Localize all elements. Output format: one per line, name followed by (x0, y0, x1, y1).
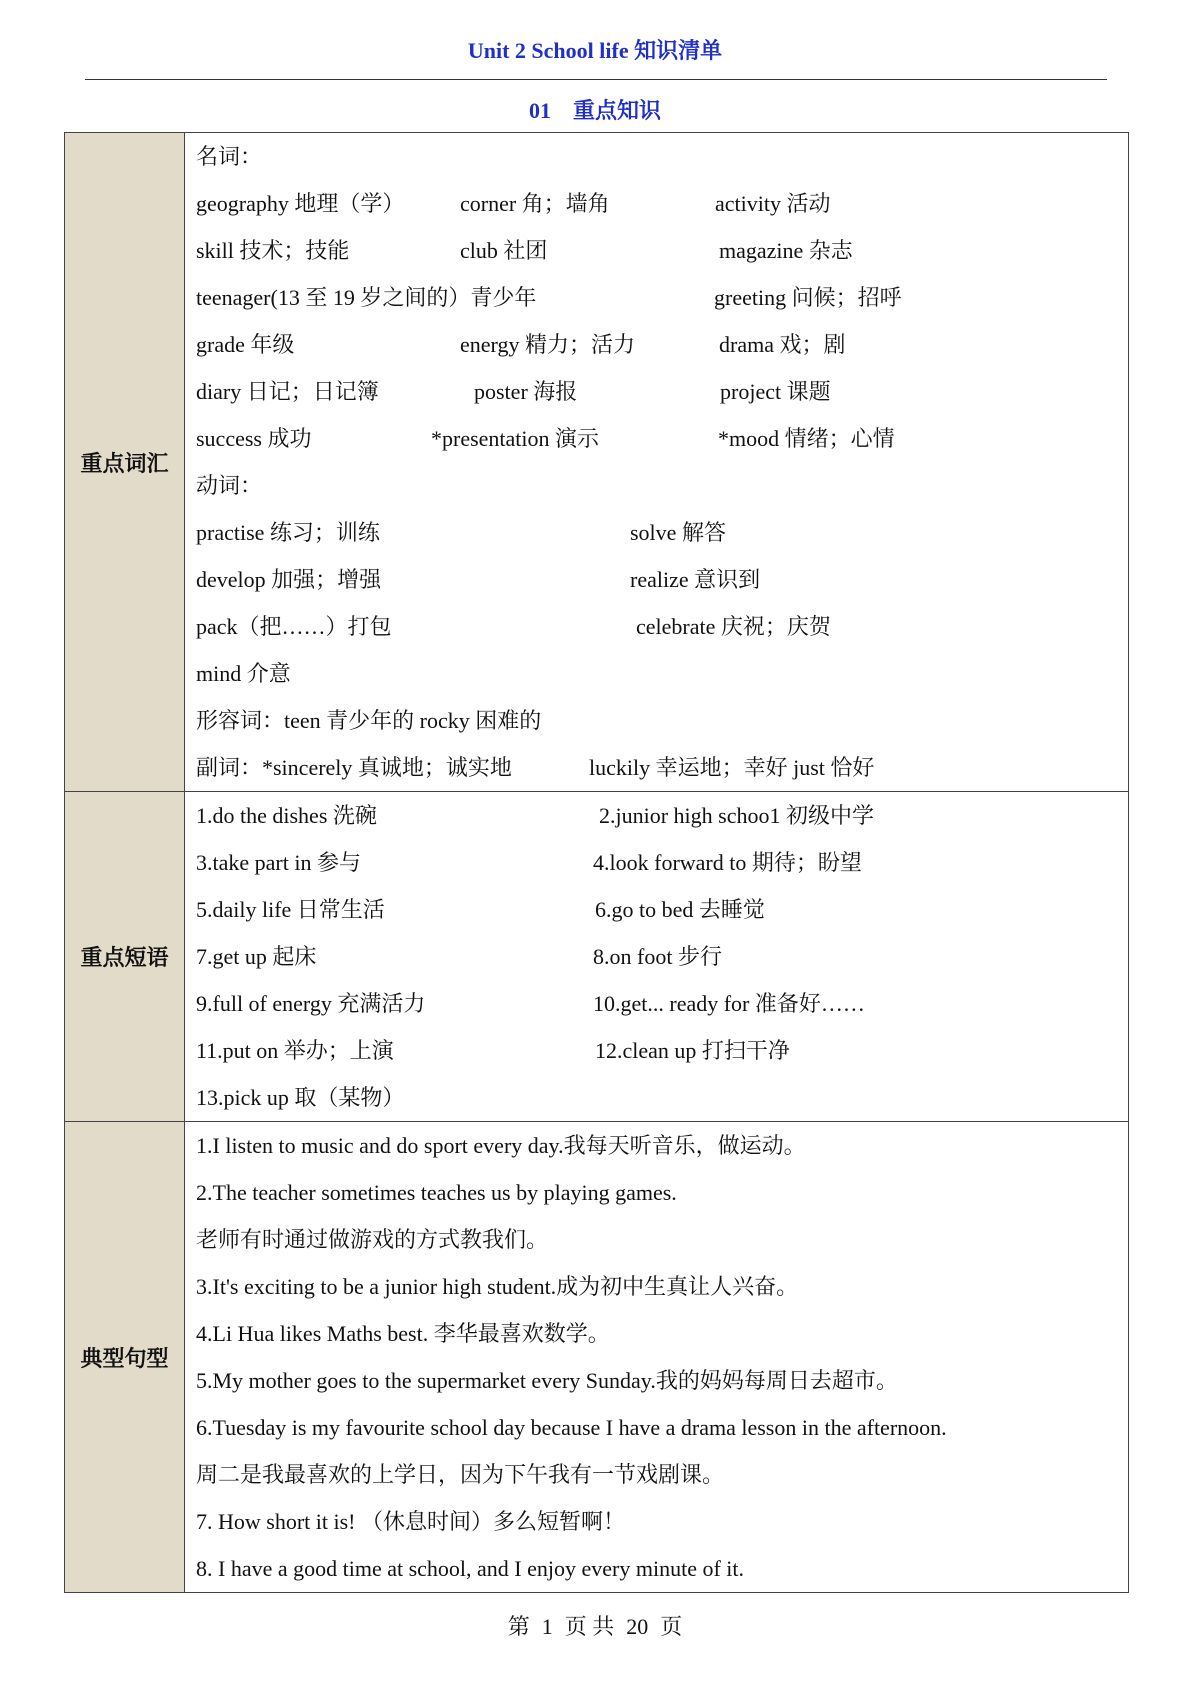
vocab-line (185, 180, 1128, 227)
phrase-item: 5.daily life 日常生活 (196, 897, 385, 922)
vocab-item: practise 练习；训练 (196, 520, 380, 545)
page-footer (0, 1610, 1190, 1641)
verbs-heading: 动词： (196, 473, 263, 498)
phrase-item: 13.pick up 取（某物） (196, 1085, 405, 1110)
document-title: Unit 2 School life 知识清单 (467, 38, 723, 63)
sentences-row (65, 1122, 1129, 1593)
vocab-item: solve 解答 (630, 520, 726, 545)
phrases-row (65, 792, 1129, 1122)
phrases-content (185, 792, 1129, 1122)
phrase-item: 3.take part in 参与 (196, 850, 361, 875)
vocab-item: activity 活动 (715, 191, 831, 216)
nouns-heading: 名词： (196, 144, 263, 169)
vocab-item: project 课题 (720, 379, 831, 404)
vocab-line (185, 509, 1128, 556)
vocab-content (185, 133, 1129, 792)
footer-prefix: 第 (507, 1614, 530, 1639)
sentence-line: 6.Tuesday is my favourite school day because I have a drama lesson in the afternoon. (196, 1415, 947, 1440)
footer-total-pages: 20 (626, 1614, 649, 1639)
phrase-line (185, 1027, 1128, 1074)
sentence-line: 7. How short it is! （休息时间）多么短暂啊！ (196, 1509, 626, 1534)
vocab-item: *mood 情绪；心情 (718, 426, 895, 451)
vocab-item: drama 戏；剧 (719, 332, 846, 357)
vocab-item: magazine 杂志 (719, 238, 853, 263)
vocab-line (185, 321, 1128, 368)
sentence-line: 5.My mother goes to the supermarket every Sunday.我的妈妈每周日去超市。 (196, 1368, 898, 1393)
vocab-item: teenager(13 至 19 岁之间的）青少年 (196, 285, 537, 310)
vocab-row (65, 133, 1129, 792)
vocab-item: success 成功 (196, 426, 312, 451)
section-heading (0, 94, 1190, 125)
section-number: 01 (528, 98, 551, 123)
vocab-item: poster 海报 (474, 379, 578, 404)
knowledge-table (64, 132, 1129, 1593)
vocab-item: grade 年级 (196, 332, 295, 357)
vocab-item: 副词：*sincerely 真诚地；诚实地 (196, 755, 512, 780)
phrase-item: 8.on foot 步行 (593, 944, 722, 969)
phrase-line (185, 1074, 1128, 1121)
vocab-item: diary 日记；日记簿 (196, 379, 379, 404)
sentences-label: 典型句型 (65, 1122, 185, 1593)
vocab-line (185, 415, 1128, 462)
vocab-item: greeting 问候；招呼 (714, 285, 902, 310)
phrase-line (185, 933, 1128, 980)
sentence-line: 4.Li Hua likes Maths best. 李华最喜欢数学。 (196, 1321, 610, 1346)
phrase-line (185, 980, 1128, 1027)
sentence-line: 3.It's exciting to be a junior high student.成为初中生真让人兴奋。 (196, 1274, 799, 1299)
vocab-item: *presentation 演示 (431, 426, 600, 451)
vocab-item: celebrate 庆祝；庆贺 (636, 614, 831, 639)
footer-page-number: 1 (541, 1614, 553, 1639)
phrase-item: 4.look forward to 期待；盼望 (593, 850, 862, 875)
vocab-item: develop 加强；增强 (196, 567, 382, 592)
phrase-item: 9.full of energy 充满活力 (196, 991, 426, 1016)
section-title: 重点知识 (572, 98, 661, 123)
vocab-item: energy 精力；活力 (460, 332, 635, 357)
sentence-line: 周二是我最喜欢的上学日，因为下午我有一节戏剧课。 (196, 1462, 725, 1487)
phrase-line (185, 792, 1128, 839)
sentence-line: 1.I listen to music and do sport every day.我每天听音乐，做运动。 (196, 1133, 806, 1158)
adjectives-line: 形容词：teen 青少年的 rocky 困难的 (196, 708, 542, 733)
title-divider (85, 79, 1107, 80)
phrase-item: 1.do the dishes 洗碗 (196, 803, 377, 828)
vocab-item: club 社团 (460, 238, 548, 263)
vocab-item: luckily 幸运地；幸好 just 恰好 (589, 755, 875, 780)
footer-middle: 页 共 (564, 1614, 615, 1639)
vocab-item: corner 角；墙角 (460, 191, 610, 216)
phrase-line (185, 886, 1128, 933)
sentence-line: 8. I have a good time at school, and I enjoy every minute of it. (196, 1556, 745, 1581)
vocab-item: realize 意识到 (630, 567, 761, 592)
phrases-label: 重点短语 (65, 792, 185, 1122)
phrase-item: 6.go to bed 去睡觉 (595, 897, 765, 922)
vocab-line (185, 603, 1128, 650)
vocab-item: skill 技术；技能 (196, 238, 350, 263)
vocab-label: 重点词汇 (65, 133, 185, 792)
sentence-line: 2.The teacher sometimes teaches us by playing games. (196, 1180, 677, 1205)
phrase-item: 12.clean up 打扫干净 (595, 1038, 790, 1063)
vocab-line (185, 227, 1128, 274)
sentence-line: 老师有时通过做游戏的方式教我们。 (196, 1227, 549, 1252)
adverbs-line (185, 744, 1128, 791)
sentences-content (185, 1122, 1129, 1593)
phrase-item: 10.get... ready for 准备好…… (593, 991, 865, 1016)
footer-suffix: 页 (660, 1614, 683, 1639)
vocab-item: pack（把……）打包 (196, 614, 392, 639)
phrase-item: 7.get up 起床 (196, 944, 317, 969)
phrase-item: 11.put on 举办；上演 (196, 1038, 394, 1063)
verb-single: mind 介意 (196, 661, 291, 686)
vocab-item: geography 地理（学） (196, 191, 405, 216)
vocab-line (185, 556, 1128, 603)
phrase-item: 2.junior high schoo1 初级中学 (599, 803, 874, 828)
phrase-line (185, 839, 1128, 886)
vocab-line (185, 274, 1128, 321)
vocab-line (185, 368, 1128, 415)
